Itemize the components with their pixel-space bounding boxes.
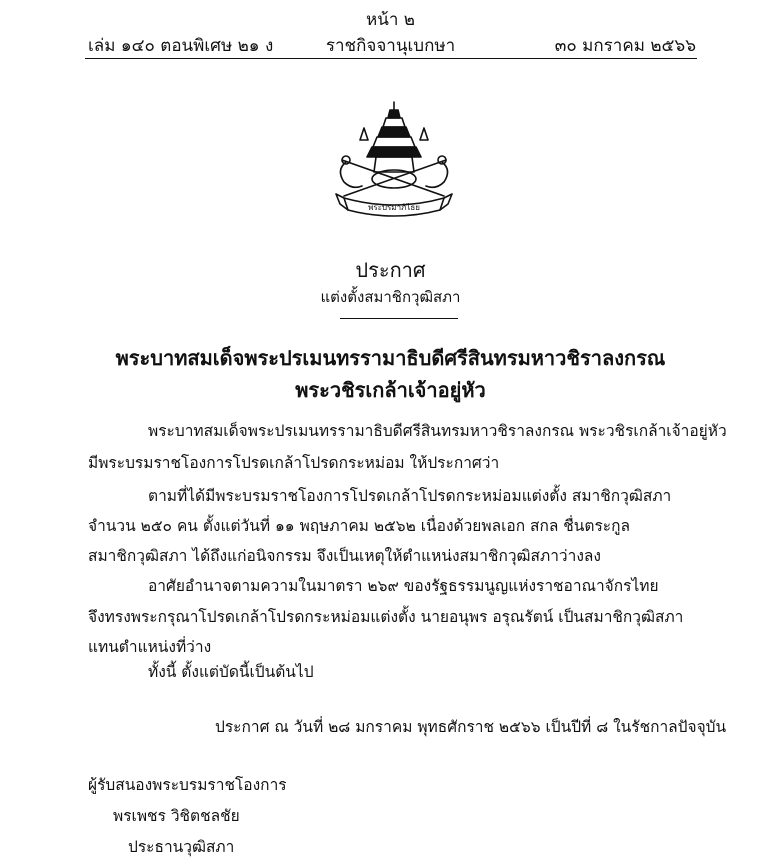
royal-emblem-icon xyxy=(326,100,462,220)
body-line: พระบาทสมเด็จพระปรเมนทรรามาธิบดีศรีสินทรมหาวชิราลงกรณ พระวชิรเกล้าเจ้าอยู่หัว xyxy=(148,422,727,440)
given-date-line: ประกาศ ณ วันที่ ๒๘ มกราคม พุทธศักราช ๒๕๖๖ เป็นปีที่ ๘ ในรัชกาลปัจจุบัน xyxy=(215,718,727,736)
body-line: จำนวน ๒๕๐ คน ตั้งแต่วันที่ ๑๑ พฤษภาคม ๒๕๖๒ เนื่องด้วยพลเอก สกล ชื่นตระกูล xyxy=(88,517,631,535)
body-line: จึงทรงพระกรุณาโปรดเกล้าโปรดกระหม่อมแต่งตั้ง นายอนุพร อรุณรัตน์ เป็นสมาชิกวุฒิสภา xyxy=(88,608,684,626)
gazette-date: ๓๐ มกราคม ๒๕๖๖ xyxy=(554,36,696,56)
body-line: สมาชิกวุฒิสภา ได้ถึงแก่อนิจกรรม จึงเป็นเหตุให้ตำแหน่งสมาชิกวุฒิสภาว่างลง xyxy=(88,547,601,565)
gazette-volume: เล่ม ๑๔๐ ตอนพิเศษ ๒๑ ง xyxy=(88,36,274,56)
countersign-name: พรเพชร วิชิตชลชัย xyxy=(113,807,240,825)
body-line: แทนตำแหน่งที่ว่าง xyxy=(88,638,212,656)
body-line: มีพระบรมราชโองการโปรดเกล้าโปรดกระหม่อม ให้ประกาศว่า xyxy=(88,454,500,472)
body-line: ทั้งนี้ ตั้งแต่บัดนี้เป็นต้นไป xyxy=(148,663,314,681)
announcement-title: ประกาศ xyxy=(355,258,426,282)
countersign-position: ประธานวุฒิสภา xyxy=(128,838,235,856)
subject-rule xyxy=(340,318,458,319)
body-line: อาศัยอำนาจตามความในมาตรา ๒๖๙ ของรัฐธรรมนูญแห่งราชอาณาจักรไทย xyxy=(148,577,659,595)
header-rule xyxy=(85,58,697,59)
body-line: ตามที่ได้มีพระบรมราชโองการโปรดเกล้าโปรดกระหม่อมแต่งตั้ง สมาชิกวุฒิสภา xyxy=(148,487,672,505)
king-name-line-1: พระบาทสมเด็จพระปรเมนทรรามาธิบดีศรีสินทรมหาวชิราลงกรณ xyxy=(115,346,666,370)
gazette-section: ราชกิจจานุเบกษา xyxy=(325,36,456,56)
page-number: หน้า ๒ xyxy=(366,10,415,30)
countersign-label: ผู้รับสนองพระบรมราชโองการ xyxy=(88,776,287,794)
king-name-line-2: พระวชิรเกล้าเจ้าอยู่หัว xyxy=(295,378,486,402)
emblem-banner-text: พระปรมาภิไธย xyxy=(368,203,420,212)
announcement-subject: แต่งตั้งสมาชิกวุฒิสภา xyxy=(320,288,461,306)
